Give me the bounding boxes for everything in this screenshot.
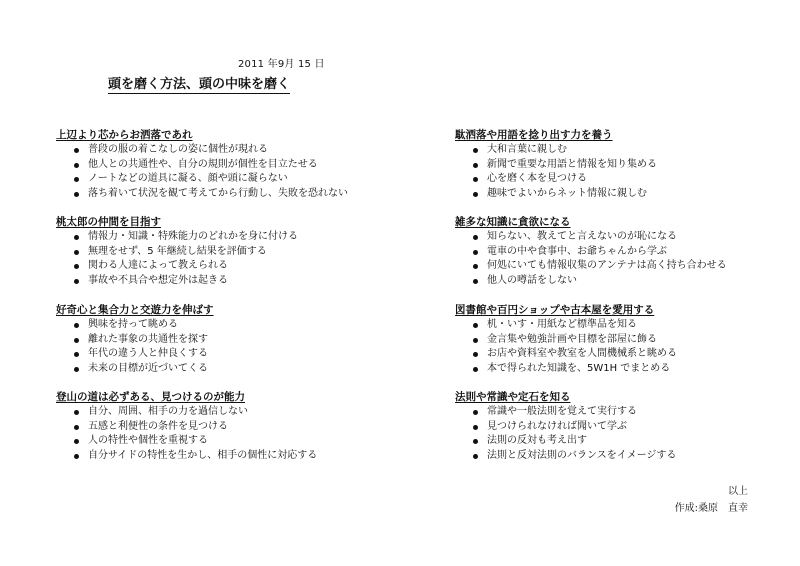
bullet-list: [56, 143, 386, 202]
bullet-icon: [473, 163, 478, 168]
section-heading: 好奇心と集合力と交遊力を伸ばす: [56, 304, 214, 316]
bullet-icon: [74, 454, 79, 459]
list-item-text: 法則の反対も考え出す: [487, 435, 587, 447]
section-left-0: [56, 128, 386, 202]
list-item-text: 関わる人達によって教えられる: [88, 260, 228, 272]
section-right-2: [455, 303, 785, 377]
bullet-list: [56, 318, 386, 377]
bullet-list: [455, 230, 785, 289]
bullet-list: [455, 143, 785, 202]
bullet-list: [56, 405, 386, 464]
bullet-icon: [74, 323, 79, 328]
list-item-text: 電車の中や食事中、お爺ちゃんから学ぶ: [487, 245, 667, 257]
list-item: [56, 143, 386, 158]
list-item: [455, 362, 785, 377]
bullet-icon: [74, 425, 79, 430]
list-item-text: 法則と反対法則のバランスをイメージする: [487, 450, 677, 462]
closing-mark: 以上: [728, 486, 748, 497]
bullet-icon: [74, 177, 79, 182]
list-item-text: 新聞で重要な用語と情報を知り集める: [487, 158, 657, 170]
list-item-text: 大和言葉に親しむ: [487, 144, 567, 155]
document-date: 2011 年9月 15 日: [238, 59, 325, 70]
list-item: [56, 405, 386, 420]
list-item: [455, 230, 785, 245]
list-item: [455, 187, 785, 202]
bullet-icon: [473, 439, 478, 444]
section-left-1: [56, 215, 386, 289]
list-item: [56, 187, 386, 202]
list-item: [56, 158, 386, 173]
bullet-icon: [473, 352, 478, 357]
section-heading: 桃太郎の仲間を目指す: [56, 216, 161, 228]
section-right-0: [455, 128, 785, 202]
list-item-text: 未来の目標が近づいてくる: [88, 363, 208, 375]
list-item: [56, 172, 386, 187]
list-item-text: 年代の違う人と仲良くする: [88, 348, 208, 360]
list-item-text: 自分、周囲、相手の力を過信しない: [88, 406, 248, 417]
list-item: [455, 449, 785, 464]
bullet-icon: [473, 338, 478, 343]
list-item: [455, 259, 785, 274]
list-item-text: 興味を持って眺める: [88, 319, 178, 330]
list-item: [455, 347, 785, 362]
list-item: [56, 333, 386, 348]
list-item: [56, 362, 386, 377]
list-item-text: 無理をせず、5 年継続し結果を評価する: [88, 245, 267, 257]
list-item-text: 自分サイドの特性を生かし、相手の個性に対応する: [88, 450, 318, 462]
list-item: [455, 420, 785, 435]
list-item: [455, 318, 785, 333]
list-item-text: お店や資料室や教室を人間機械系と眺める: [487, 348, 677, 360]
list-item-text: 落ち着いて状況を観て考えてから行動し、失敗を恐れない: [88, 188, 348, 200]
list-item: [455, 274, 785, 289]
bullet-icon: [74, 264, 79, 269]
bullet-list: [455, 405, 785, 464]
bullet-list: [455, 318, 785, 377]
list-item-text: 離れた事象の共通性を探す: [88, 333, 208, 345]
list-item-text: 机・いす・用紙など標準品を知る: [487, 319, 637, 330]
bullet-icon: [74, 163, 79, 168]
section-heading: 上辺より芯からお洒落であれ: [56, 129, 193, 141]
section-heading: 法則や常識や定石を知る: [455, 391, 571, 403]
section-heading: 図書館や百円ショップや古本屋を愛用する: [455, 304, 655, 316]
section-heading: 登山の道は必ずある、見つけるのが能力: [56, 391, 245, 403]
list-item-text: 情報力・知識・特殊能力のどれかを身に付ける: [88, 231, 298, 242]
bullet-icon: [74, 250, 79, 255]
bullet-icon: [74, 235, 79, 240]
list-item: [56, 245, 386, 260]
bullet-icon: [74, 192, 79, 197]
list-item-text: 知らない、教えてと言えないのが恥になる: [487, 231, 677, 242]
list-item-text: 五感と利便性の条件を見つける: [88, 420, 228, 432]
section-right-1: [455, 215, 785, 289]
list-item-text: 常識や一般法則を覚えて実行する: [487, 406, 637, 417]
list-item-text: 本で得られた知識を、5W1H でまとめる: [487, 363, 671, 375]
section-right-3: [455, 390, 785, 464]
bullet-icon: [473, 177, 478, 182]
document-title: 頭を磨く方法、頭の中味を磨く: [108, 77, 291, 92]
list-item: [455, 172, 785, 187]
bullet-icon: [74, 410, 79, 415]
bullet-icon: [473, 425, 478, 430]
section-heading: 駄洒落や用語を捻り出す力を養う: [455, 129, 613, 141]
author-credit: 作成:桑原 直幸: [674, 503, 748, 514]
list-item-text: 普段の服の着こなしの姿に個性が現れる: [88, 144, 268, 155]
list-item: [56, 274, 386, 289]
bullet-icon: [473, 367, 478, 372]
list-item: [455, 434, 785, 449]
list-item: [56, 347, 386, 362]
list-item: [455, 405, 785, 420]
bullet-icon: [473, 148, 478, 153]
list-item: [56, 449, 386, 464]
list-item-text: ノートなどの道具に凝る、顔や頭に凝らない: [88, 173, 288, 185]
section-left-2: [56, 303, 386, 377]
list-item: [455, 158, 785, 173]
bullet-icon: [74, 352, 79, 357]
list-item: [56, 434, 386, 449]
bullet-icon: [473, 410, 478, 415]
bullet-icon: [473, 264, 478, 269]
bullet-icon: [473, 192, 478, 197]
list-item: [455, 143, 785, 158]
bullet-icon: [74, 367, 79, 372]
list-item: [455, 333, 785, 348]
bullet-icon: [473, 279, 478, 284]
section-heading: 雑多な知識に貪欲になる: [455, 216, 571, 228]
bullet-icon: [74, 439, 79, 444]
list-item-text: 趣味でよいからネット情報に親しむ: [487, 188, 647, 200]
bullet-icon: [74, 338, 79, 343]
list-item: [56, 420, 386, 435]
list-item-text: 他人の噂話をしない: [487, 275, 577, 287]
list-item-text: 他人との共通性や、自分の規則が個性を目立たせる: [88, 158, 318, 170]
list-item-text: 心を磨く本を見つける: [487, 173, 587, 185]
bullet-list: [56, 230, 386, 289]
bullet-icon: [473, 250, 478, 255]
list-item-text: 見つけられなければ聞いて学ぶ: [487, 420, 627, 432]
list-item-text: 金言集や勉強計画や目標を部屋に飾る: [487, 333, 657, 345]
section-left-3: [56, 390, 386, 464]
bullet-icon: [473, 323, 478, 328]
list-item-text: 人の特性や個性を重視する: [88, 435, 208, 447]
list-item: [455, 245, 785, 260]
list-item-text: 何処にいても情報収集のアンテナは高く持ち合わせる: [487, 260, 727, 272]
bullet-icon: [473, 235, 478, 240]
list-item: [56, 259, 386, 274]
list-item-text: 事故や不具合や想定外は起きる: [88, 275, 228, 287]
list-item: [56, 230, 386, 245]
bullet-icon: [473, 454, 478, 459]
list-item: [56, 318, 386, 333]
bullet-icon: [74, 279, 79, 284]
bullet-icon: [74, 148, 79, 153]
